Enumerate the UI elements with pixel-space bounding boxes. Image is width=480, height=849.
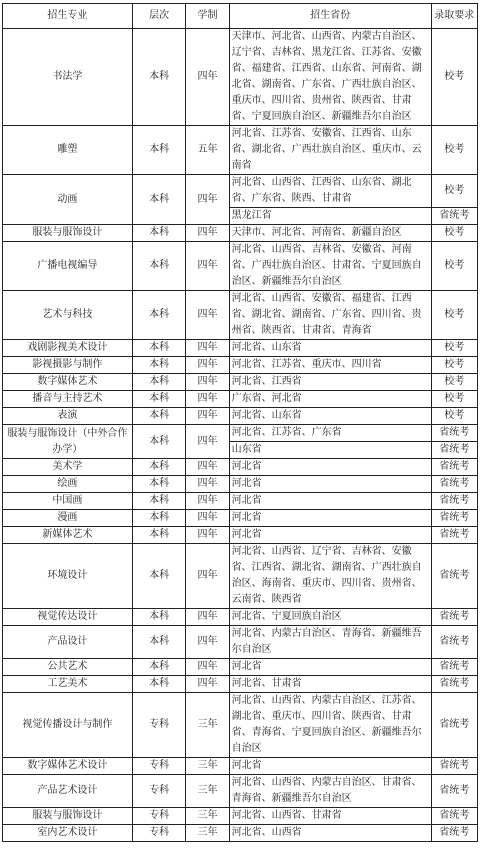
requirement-cell: 省统考: [431, 693, 477, 758]
table-row: [3, 408, 478, 425]
requirement-cell: 校考: [431, 374, 477, 391]
level-cell: 本科: [132, 544, 186, 609]
provinces-cell: 河北省、山西省: [229, 825, 431, 842]
major-cell: 新媒体艺术: [3, 527, 133, 544]
years-cell: 四年: [186, 391, 229, 408]
level-cell: 本科: [132, 476, 186, 493]
provinces-cell: 河北省、山西省、江西省、山东省、湖北省、广东省、陕西、甘肃省: [229, 175, 431, 208]
years-cell: 四年: [186, 609, 229, 626]
years-cell: 四年: [186, 493, 229, 510]
table-row: [3, 459, 478, 476]
major-cell: 美术学: [3, 459, 133, 476]
requirement-cell: 省统考: [431, 609, 477, 626]
table-row: [3, 29, 478, 126]
level-cell: 专科: [132, 758, 186, 775]
years-cell: 四年: [186, 659, 229, 676]
years-cell: 四年: [186, 476, 229, 493]
major-cell: 播音与主持艺术: [3, 391, 133, 408]
years-cell: 四年: [186, 340, 229, 357]
table-row: [3, 758, 478, 775]
requirement-cell: 省统考: [431, 510, 477, 527]
level-cell: 本科: [132, 626, 186, 659]
table-row: [3, 510, 478, 527]
provinces-cell: 河北省: [229, 476, 431, 493]
years-cell: 四年: [186, 626, 229, 659]
years-cell: 四年: [186, 357, 229, 374]
table-row: [3, 291, 478, 340]
provinces-cell: 河北省、江苏省、安徽省、江西省、山东省、湖北省、广西壮族自治区、重庆市、云南省: [229, 126, 431, 175]
major-cell: 漫画: [3, 510, 133, 527]
provinces-cell: 河北省、山东省: [229, 408, 431, 425]
major-cell: 绘画: [3, 476, 133, 493]
years-cell: 四年: [186, 544, 229, 609]
provinces-cell: 河北省: [229, 510, 431, 527]
major-cell: 室内艺术设计: [3, 825, 133, 842]
level-cell: 本科: [132, 126, 186, 175]
requirement-cell: 校考: [431, 242, 477, 291]
major-cell: 产品艺术设计: [3, 775, 133, 808]
admissions-table-sheet: [2, 3, 478, 842]
table-row: [3, 493, 478, 510]
provinces-cell: 河北省: [229, 493, 431, 510]
level-cell: 本科: [132, 493, 186, 510]
major-cell: 雕塑: [3, 126, 133, 175]
years-cell: 四年: [186, 242, 229, 291]
requirement-cell: 省统考: [431, 659, 477, 676]
major-cell: 工艺美术: [3, 676, 133, 693]
requirement-cell: 省统考: [431, 775, 477, 808]
requirement-cell: 省统考: [431, 626, 477, 659]
major-cell: 服装与服饰设计: [3, 808, 133, 825]
table-row: [3, 693, 478, 758]
major-cell: 戏剧影视美术设计: [3, 340, 133, 357]
requirement-cell: 省统考: [431, 825, 477, 842]
header-major: 招生专业: [3, 4, 133, 29]
header-requirement: 录取要求: [431, 4, 477, 29]
provinces-cell: 河北省、江苏省、重庆市、四川省: [229, 357, 431, 374]
years-cell: 四年: [186, 425, 229, 459]
provinces-cell: 河北省: [229, 758, 431, 775]
years-cell: 四年: [186, 29, 229, 126]
level-cell: 本科: [132, 459, 186, 476]
level-cell: 本科: [132, 527, 186, 544]
table-body: [3, 29, 478, 842]
requirement-cell: 省统考: [431, 493, 477, 510]
level-cell: 本科: [132, 391, 186, 408]
requirement-cell: 校考: [431, 391, 477, 408]
table-row: [3, 225, 478, 242]
table-row: [3, 391, 478, 408]
table-row: [3, 775, 478, 808]
provinces-cell: 河北省、山西省、甘肃省: [229, 808, 431, 825]
level-cell: 本科: [132, 242, 186, 291]
years-cell: 四年: [186, 459, 229, 476]
requirement-cell: 校考: [431, 357, 477, 374]
requirement-cell: 省统考: [431, 476, 477, 493]
major-cell: 服装与服饰设计: [3, 225, 133, 242]
level-cell: 专科: [132, 825, 186, 842]
requirement-cell: 校考: [431, 29, 477, 126]
major-cell: 广播电视编导: [3, 242, 133, 291]
provinces-cell: 河北省、山西省、内蒙古自治区、江苏省、湖北省、重庆市、四川省、陕西省、甘肃省、青海省、宁夏回族自治区、新疆维吾尔自治区: [229, 693, 431, 758]
major-cell: 视觉传达设计: [3, 609, 133, 626]
major-cell: 数字媒体艺术: [3, 374, 133, 391]
provinces-cell: 河北省: [229, 659, 431, 676]
table-row: [3, 476, 478, 493]
provinces-cell: 河北省、山西省、安徽省、福建省、江西省、湖北省、湖南省、广东省、四川省、贵州省、陕西省、甘肃省、青海省: [229, 291, 431, 340]
major-cell: 书法学: [3, 29, 133, 126]
admissions-table: [2, 3, 478, 842]
level-cell: 本科: [132, 676, 186, 693]
table-row: [3, 425, 478, 442]
provinces-cell: 河北省、山西省、吉林省、安徽省、河南省、广西壮族自治区、甘肃省、宁夏回族自治区、新疆维吾尔自治区: [229, 242, 431, 291]
years-cell: 三年: [186, 808, 229, 825]
major-cell: 数字媒体艺术设计: [3, 758, 133, 775]
table-row: [3, 609, 478, 626]
header-years: 学制: [186, 4, 229, 29]
header-provinces: 招生省份: [229, 4, 431, 29]
table-row: [3, 626, 478, 659]
requirement-cell: 校考: [431, 340, 477, 357]
table-row: [3, 544, 478, 609]
table-row: [3, 357, 478, 374]
requirement-cell: 省统考: [431, 442, 477, 459]
provinces-cell: 山东省: [229, 442, 431, 459]
table-row: [3, 242, 478, 291]
header-level: 层次: [132, 4, 186, 29]
header-row: [3, 4, 478, 29]
years-cell: 四年: [186, 291, 229, 340]
provinces-cell: 河北省、江苏省、广东省: [229, 425, 431, 442]
level-cell: 本科: [132, 340, 186, 357]
requirement-cell: 省统考: [431, 459, 477, 476]
provinces-cell: 河北省、山东省: [229, 340, 431, 357]
major-cell: 中国画: [3, 493, 133, 510]
years-cell: 三年: [186, 775, 229, 808]
table-row: [3, 808, 478, 825]
table-row: [3, 374, 478, 391]
level-cell: 本科: [132, 425, 186, 459]
provinces-cell: 河北省: [229, 459, 431, 476]
provinces-cell: 河北省: [229, 527, 431, 544]
requirement-cell: 校考: [431, 175, 477, 208]
level-cell: 本科: [132, 609, 186, 626]
requirement-cell: 校考: [431, 225, 477, 242]
table-row: [3, 527, 478, 544]
years-cell: 三年: [186, 693, 229, 758]
provinces-cell: 河北省、内蒙古自治区、青海省、新疆维吾尔自治区: [229, 626, 431, 659]
years-cell: 四年: [186, 527, 229, 544]
table-row: [3, 175, 478, 208]
major-cell: 表演: [3, 408, 133, 425]
requirement-cell: 省统考: [431, 676, 477, 693]
major-cell: 公共艺术: [3, 659, 133, 676]
provinces-cell: 天津市、河北省、河南省、新疆自治区: [229, 225, 431, 242]
level-cell: 本科: [132, 408, 186, 425]
level-cell: 本科: [132, 29, 186, 126]
major-cell: 影视摄影与制作: [3, 357, 133, 374]
requirement-cell: 校考: [431, 291, 477, 340]
provinces-cell: 黑龙江省: [229, 208, 431, 225]
major-cell: 产品设计: [3, 626, 133, 659]
level-cell: 本科: [132, 175, 186, 225]
level-cell: 专科: [132, 693, 186, 758]
table-row: [3, 659, 478, 676]
requirement-cell: 省统考: [431, 544, 477, 609]
level-cell: 本科: [132, 510, 186, 527]
years-cell: 五年: [186, 126, 229, 175]
years-cell: 四年: [186, 510, 229, 527]
provinces-cell: 河北省、甘肃省: [229, 676, 431, 693]
provinces-cell: 河北省、江西省: [229, 374, 431, 391]
major-cell: 视觉传播设计与制作: [3, 693, 133, 758]
level-cell: 本科: [132, 225, 186, 242]
table-row: [3, 340, 478, 357]
table-row: [3, 825, 478, 842]
table-row: [3, 126, 478, 175]
provinces-cell: 河北省、山西省、内蒙古自治区、甘肃省、青海省、新疆维吾尔自治区: [229, 775, 431, 808]
level-cell: 本科: [132, 374, 186, 391]
requirement-cell: 省统考: [431, 527, 477, 544]
level-cell: 专科: [132, 775, 186, 808]
major-cell: 环境设计: [3, 544, 133, 609]
years-cell: 四年: [186, 408, 229, 425]
years-cell: 三年: [186, 825, 229, 842]
provinces-cell: 河北省、宁夏回族自治区: [229, 609, 431, 626]
level-cell: 本科: [132, 659, 186, 676]
provinces-cell: 河北省、山西省、辽宁省、吉林省、安徽省、江西省、湖北省、湖南省、广西壮族自治区、海南省、重庆市、四川省、贵州省、云南省、陕西省: [229, 544, 431, 609]
years-cell: 三年: [186, 758, 229, 775]
requirement-cell: 省统考: [431, 208, 477, 225]
major-cell: 服装与服饰设计（中外合作办学）: [3, 425, 133, 459]
requirement-cell: 省统考: [431, 808, 477, 825]
major-cell: 艺术与科技: [3, 291, 133, 340]
years-cell: 四年: [186, 676, 229, 693]
requirement-cell: 省统考: [431, 425, 477, 442]
requirement-cell: 校考: [431, 408, 477, 425]
years-cell: 四年: [186, 374, 229, 391]
major-cell: 动画: [3, 175, 133, 225]
provinces-cell: 天津市、河北省、山西省、内蒙古自治区、辽宁省、吉林省、黑龙江省、江苏省、安徽省、福建省、江西省、山东省、河南省、湖北省、湖南省、广东省、广西壮族自治区、重庆市、四川省、贵州省、陕西省、甘肃省、宁夏回族自治区、新疆维吾尔自治区: [229, 29, 431, 126]
requirement-cell: 省统考: [431, 758, 477, 775]
table-row: [3, 676, 478, 693]
requirement-cell: 校考: [431, 126, 477, 175]
years-cell: 四年: [186, 225, 229, 242]
provinces-cell: 广东省、河北省: [229, 391, 431, 408]
level-cell: 专科: [132, 808, 186, 825]
years-cell: 四年: [186, 175, 229, 225]
level-cell: 本科: [132, 357, 186, 374]
level-cell: 本科: [132, 291, 186, 340]
